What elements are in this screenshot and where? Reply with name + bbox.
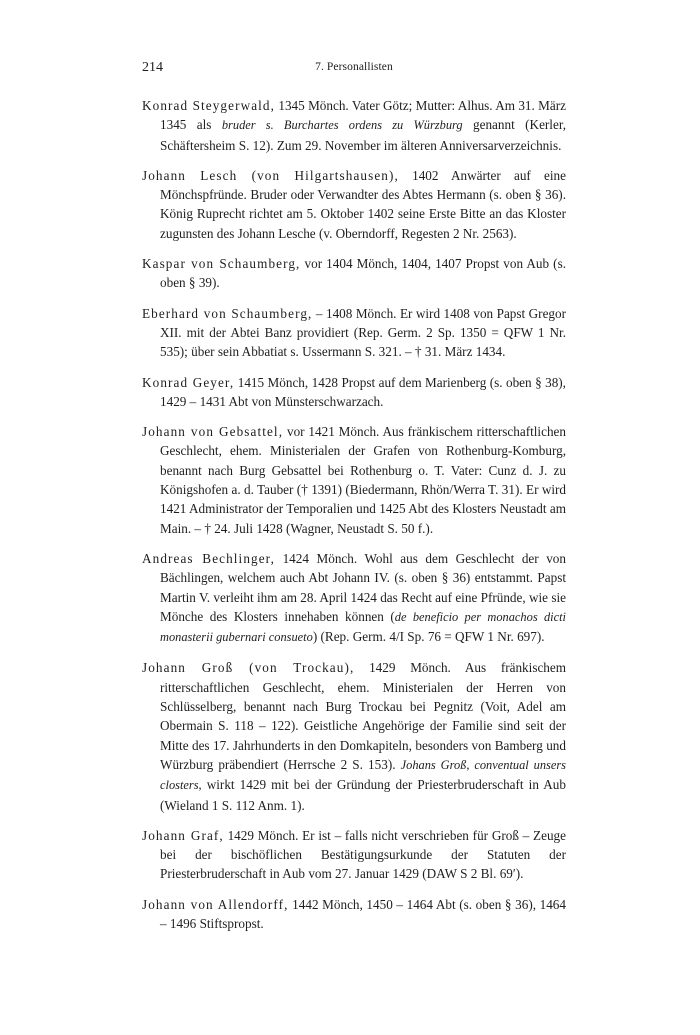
running-title: 7. Personallisten bbox=[315, 61, 393, 73]
person-name: Konrad Geyer, bbox=[142, 374, 235, 390]
person-entry bbox=[142, 658, 566, 814]
entry-text: genannt (Kerler, Schäftersheim S. 12). Zum 29. November im älteren Anniversarverzeichnis. bbox=[160, 117, 566, 153]
entry-text: 1424 Mönch. Wohl aus dem Geschlecht der von Bächlingen, welchem auch Abt Johann IV. (s. oben § 36) entstammt. Papst Martin V. verleiht ihm am 28. April 1424 das Recht auf eine Pfründe, wie sie Mönche des Klosters innehaben können ( bbox=[160, 550, 566, 624]
entry-text: 1429 Mönch. Er ist – falls nicht verschrieben für Groß – Zeuge bei der bischöflichen Bestätigungsurkunde der Statuten der Priesterbruderschaft in Aub vom 27. Januar 1429 (DAW S 2 Bl. 69′). bbox=[160, 827, 566, 882]
entry-text: 1429 Mönch. Aus fränkischem ritterschaftlichen Geschlecht, ehem. Ministerialen der Herren von Schlüsselberg, benannt nach Burg Trockau bei Pegnitz (Voit, Adel am Obermain S. 118 – 122). Geistliche Angehörige der Familie sind seit der Mitte des 17. Jahrhunderts in den Domkapiteln, besonders von Bamberg und Würzburg präbendiert (Herrsche 2 S. 153). bbox=[160, 660, 567, 772]
person-name: Eberhard von Schaumberg, bbox=[142, 305, 313, 321]
entry-text: 1415 Mönch, 1428 Propst auf dem Marienberg (s. oben § 38), 1429 – 1431 Abt von Münsterschwarzach. bbox=[160, 374, 566, 409]
person-name: Andreas Bechlinger, bbox=[142, 550, 276, 566]
person-name: Kaspar von Schaumberg, bbox=[142, 256, 301, 272]
entry-text: 1402 Anwärter auf eine Mönchspfründe. Bruder oder Verwandter des Abtes Hermann (s. oben § 36). König Ruprecht richtet am 5. Oktober 1402 seine Erste Bitte an das Kloster zugunsten des Johann Lesche (v. Oberndorff, Regesten 2 Nr. 2563). bbox=[160, 167, 566, 241]
person-entry bbox=[142, 254, 566, 293]
person-name: Johann Graf, bbox=[142, 827, 224, 843]
person-name: Johann Lesch (von Hilgartshausen), bbox=[142, 167, 399, 183]
person-entry bbox=[142, 96, 566, 155]
quoted-text: bruder s. Burchartes ordens zu Würzburg bbox=[221, 118, 463, 133]
quoted-text: de beneficio per monachos dicti monasterii gubernari consueto bbox=[160, 609, 566, 645]
person-entry bbox=[142, 422, 566, 538]
page-header bbox=[142, 60, 566, 80]
person-entry bbox=[142, 895, 566, 934]
page-number: 214 bbox=[142, 60, 163, 75]
person-name: Konrad Steygerwald, bbox=[142, 98, 276, 113]
person-entry bbox=[142, 373, 566, 412]
person-entry bbox=[142, 304, 566, 362]
entry-text: wirkt 1429 mit bei der Gründung der Priesterbruderschaft in Aub (Wieland 1 S. 112 Anm. 1). bbox=[160, 777, 566, 813]
quoted-text: Johans Groß, conventual unsers closters, bbox=[160, 757, 566, 793]
person-name: Johann von Gebsattel, bbox=[142, 424, 284, 440]
entry-text: ) (Rep. Germ. 4/I Sp. 76 = QFW 1 Nr. 697). bbox=[312, 629, 545, 645]
person-name: Johann Groß (von Trockau), bbox=[142, 660, 355, 676]
person-entry bbox=[142, 166, 566, 243]
entry-text: – 1408 Mönch. Er wird 1408 von Papst Gregor XII. mit der Abtei Banz providiert (Rep. Germ. 2 Sp. 1350 = QFW 1 Nr. 535); über sein Abbatiat s. Ussermann S. 321. – † 31. März 1434. bbox=[160, 305, 567, 360]
entry-text: 1345 Mönch. Vater Götz; Mutter: Alhus. Am 31. März 1345 als bbox=[160, 98, 566, 133]
entry-text: 1442 Mönch, 1450 – 1464 Abt (s. oben § 36), 1464 – 1496 Stiftspropst. bbox=[160, 896, 566, 931]
entry-list bbox=[142, 96, 566, 944]
entry-text: vor 1404 Mönch, 1404, 1407 Propst von Aub (s. oben § 39). bbox=[160, 256, 567, 291]
person-entry bbox=[142, 826, 566, 884]
entry-text: vor 1421 Mönch. Aus fränkischem ritterschaftlichen Geschlecht, ehem. Ministerialen der Grafen von Rothenburg-Komburg, benannt nach Burg Gebsattel bei Rothenburg o. T. Vater: Cunz d. J. zu Königshofen a. d. Tauber († 1391) (Biedermann, Rhön/Werra T. 31). Er wird 1421 Administrator der Temporalien und 1425 Abt des Klosters Neustadt am Main. – † 24. Juli 1428 (Wagner, Neustadt S. 50 f.). bbox=[160, 424, 566, 536]
person-name: Johann von Allendorff, bbox=[142, 896, 289, 912]
person-entry bbox=[142, 549, 566, 647]
